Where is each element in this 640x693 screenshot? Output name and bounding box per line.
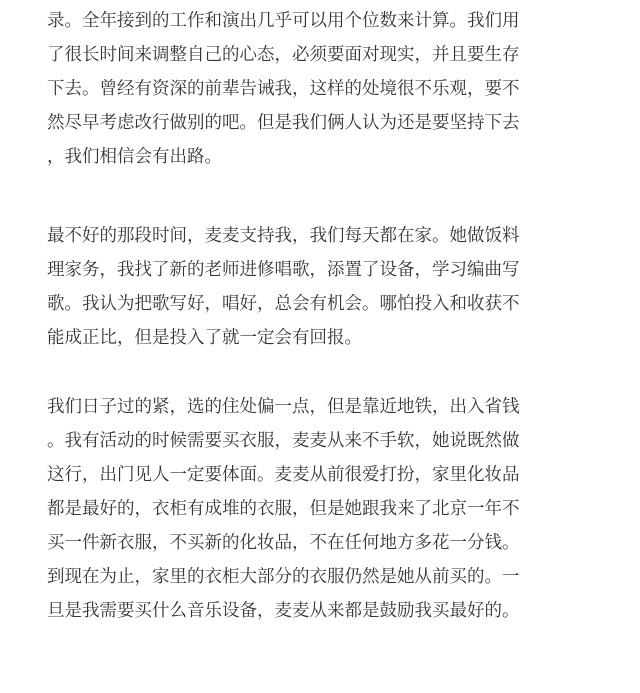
paragraph-line: 这行，出门见人一定要体面。麦麦从前很爱打扮，家里化妆品 <box>47 465 520 485</box>
paragraph-line: 理家务，我找了新的老师进修唱歌，添置了设备，学习编曲写 <box>47 260 520 280</box>
paragraph-3 <box>47 390 520 628</box>
paragraph-2 <box>47 219 520 355</box>
paragraph-line: 歌。我认为把歌写好，唱好，总会有机会。哪怕投入和收获不 <box>47 294 520 314</box>
paragraph-line: 了很长时间来调整自己的心态，必须要面对现实，并且要生存 <box>47 45 520 65</box>
paragraph-line: 最不好的那段时间，麦麦支持我，我们每天都在家。她做饭料 <box>47 226 520 246</box>
paragraph-line: 买一件新衣服，不买新的化妆品，不在任何地方多花一分钱。 <box>47 533 520 553</box>
paragraph-1 <box>47 4 520 174</box>
paragraph-line: 到现在为止，家里的衣柜大部分的衣服仍然是她从前买的。一 <box>47 567 520 587</box>
paragraph-line: 能成正比，但是投入了就一定会有回报。 <box>47 328 362 348</box>
paragraph-line: 下去。曾经有资深的前辈告诫我，这样的处境很不乐观，要不 <box>47 79 520 99</box>
paragraph-line: 旦是我需要买什么音乐设备，麦麦从来都是鼓励我买最好的。 <box>47 601 520 621</box>
paragraph-line: 都是最好的，衣柜有成堆的衣服，但是她跟我来了北京一年不 <box>47 499 520 519</box>
paragraph-line: 。我有活动的时候需要买衣服，麦麦从来不手软，她说既然做 <box>47 431 520 451</box>
paragraph-line: ，我们相信会有出路。 <box>47 147 222 167</box>
paragraph-line: 我们日子过的紧，选的住处偏一点，但是靠近地铁，出入省钱 <box>47 397 520 417</box>
paragraph-line: 然尽早考虑改行做别的吧。但是我们俩人认为还是要坚持下去 <box>47 113 520 133</box>
paragraph-line: 录。全年接到的工作和演出几乎可以用个位数来计算。我们用 <box>47 11 520 31</box>
